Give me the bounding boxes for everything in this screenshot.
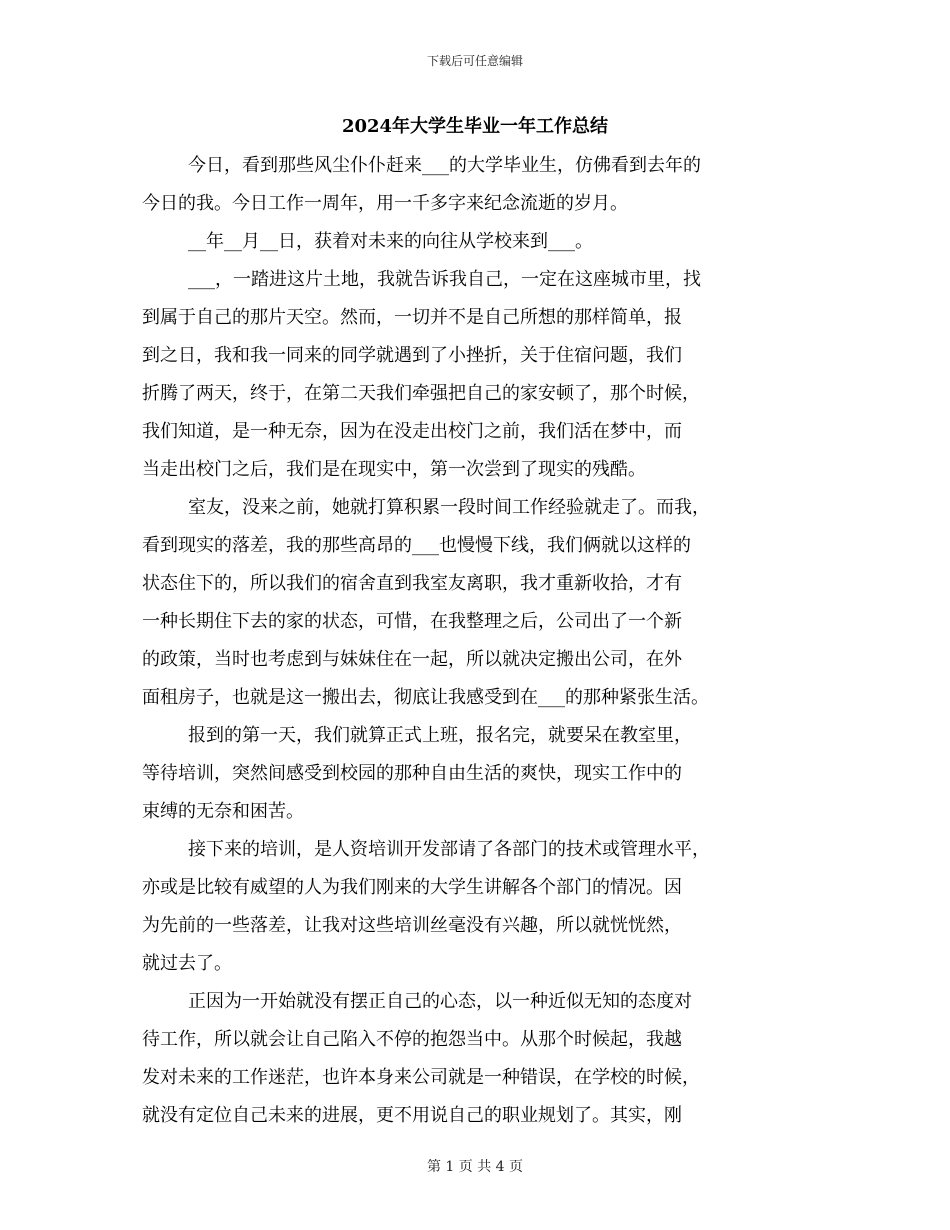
text-line: ___，一踏进这片土地，我就告诉我自己，一定在这座城市里，找 (188, 269, 701, 290)
text-line: 待工作，所以就会让自己陷入不停的抱怨当中。从那个时候起，我越 (142, 1029, 682, 1050)
text-line: 接下来的培训，是人资培训开发部请了各部门的技术或管理水平， (188, 839, 710, 860)
text-line: 就没有定位自己未来的进展，更不用说自己的职业规划了。其实，刚 (142, 1105, 682, 1126)
text-line: 看到现实的落差，我的那些高昂的___也慢慢下线，我们俩就以这样的 (142, 535, 691, 556)
text-line: 发对未来的工作迷茫，也许本身来公司就是一种错误，在学校的时候， (142, 1067, 700, 1088)
page-number-footer: 第 1 页 共 4 页 (426, 1159, 524, 1175)
text-line: __年__月__日，获着对未来的向往从学校来到___。 (188, 231, 593, 252)
text-line: 折腾了两天，终于，在第二天我们牵强把自己的家安顿了，那个时候， (142, 383, 700, 404)
document-title: 2024年大学生毕业一年工作总结 (341, 116, 609, 137)
text-line: 当走出校门之后，我们是在现实中，第一次尝到了现实的残酷。 (142, 459, 646, 480)
document-body (142, 147, 822, 1135)
text-line: 亦或是比较有威望的人为我们刚来的大学生讲解各个部门的情况。因 (142, 877, 682, 898)
text-line: 就过去了。 (142, 953, 232, 974)
text-line: 状态住下的，所以我们的宿舍直到我室友离职，我才重新收拾，才有 (142, 573, 682, 594)
text-line: 到属于自己的那片天空。然而，一切并不是自己所想的那样简单，报 (142, 307, 682, 328)
text-line: 束缚的无奈和困苦。 (142, 801, 304, 822)
text-line: 今日，看到那些风尘仆仆赶来___的大学毕业生，仿佛看到去年的 (188, 155, 701, 176)
text-line: 正因为一开始就没有摆正自己的心态，以一种近似无知的态度对 (188, 991, 692, 1012)
text-line: 等待培训，突然间感受到校园的那种自由生活的爽快，现实工作中的 (142, 763, 682, 784)
text-line: 一种长期住下去的家的状态，可惜，在我整理之后，公司出了一个新 (142, 611, 682, 632)
text-line: 为先前的一些落差，让我对这些培训丝毫没有兴趣，所以就恍恍然， (142, 915, 682, 936)
text-line: 今日的我。今日工作一周年，用一千多字来纪念流逝的岁月。 (142, 193, 628, 214)
text-line: 到之日，我和我一同来的同学就遇到了小挫折，关于住宿问题，我们 (142, 345, 682, 366)
text-line: 的政策，当时也考虑到与妹妹住在一起，所以就决定搬出公司，在外 (142, 649, 682, 670)
text-line: 报到的第一天，我们就算正式上班，报名完，就要呆在教室里， (188, 725, 692, 746)
text-line: 我们知道，是一种无奈，因为在没走出校门之前，我们活在梦中，而 (142, 421, 682, 442)
text-line: 面租房子，也就是这一搬出去，彻底让我感受到在___的那种紧张生活。 (142, 687, 709, 708)
page-header-note: 下载后可任意编辑 (426, 54, 523, 68)
text-line: 室友，没来之前，她就打算积累一段时间工作经验就走了。而我， (188, 497, 710, 518)
